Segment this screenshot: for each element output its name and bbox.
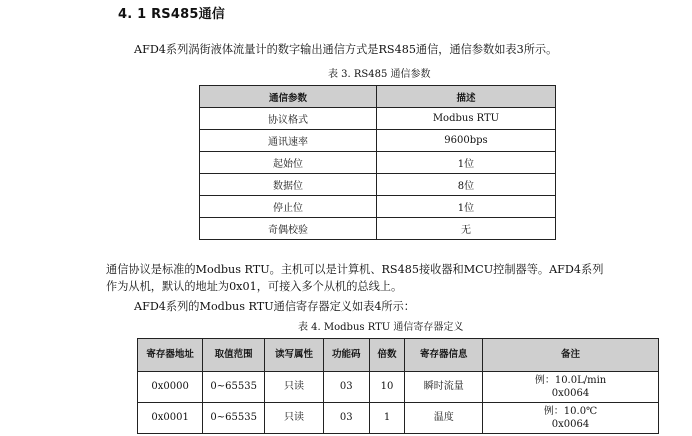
note-hex: 0x0064 xyxy=(551,388,590,399)
protocol-paragraph-line1: 通信协议是标准的Modbus RTU。主机可以是计算机、RS485接收器和MCU控制器等。AFD4系列 xyxy=(106,263,604,276)
register-info-cell: 温度 xyxy=(405,403,483,434)
register-info-cell: 瞬时流量 xyxy=(405,372,483,403)
column-header: 取值范围 xyxy=(203,339,265,372)
table-row xyxy=(138,372,659,403)
value-range-cell: 0~65535 xyxy=(203,372,265,403)
note-cell xyxy=(483,403,659,434)
modbus-register-table xyxy=(137,338,659,434)
param-value-cell: 无 xyxy=(376,218,555,240)
intro-paragraph: AFD4系列涡街液体流量计的数字输出通信方式是RS485通信，通信参数如表3所示。 xyxy=(134,43,558,56)
access-cell: 只读 xyxy=(265,372,324,403)
param-name-cell: 数据位 xyxy=(200,174,377,196)
table-header-row xyxy=(200,86,556,108)
column-header: 寄存器地址 xyxy=(138,339,203,372)
note-example: 例：10.0℃ xyxy=(543,406,598,417)
param-value-cell: Modbus RTU xyxy=(376,108,555,130)
param-value-cell: 1位 xyxy=(376,196,555,218)
column-header: 功能码 xyxy=(323,339,369,372)
table-row xyxy=(200,130,556,152)
table3-caption: 表 3. RS485 通信参数 xyxy=(328,69,431,80)
multiplier-cell: 1 xyxy=(369,403,405,434)
param-value-cell: 8位 xyxy=(376,174,555,196)
table4-caption: 表 4. Modbus RTU 通信寄存器定义 xyxy=(298,322,464,333)
column-header: 描述 xyxy=(376,86,555,108)
function-code-cell: 03 xyxy=(323,403,369,434)
function-code-cell: 03 xyxy=(323,372,369,403)
param-value-cell: 9600bps xyxy=(376,130,555,152)
column-header: 倍数 xyxy=(369,339,405,372)
table-row xyxy=(200,196,556,218)
param-value-cell: 1位 xyxy=(376,152,555,174)
column-header: 寄存器信息 xyxy=(405,339,483,372)
param-name-cell: 协议格式 xyxy=(200,108,377,130)
column-header: 通信参数 xyxy=(200,86,377,108)
section-title: 4. 1 RS485通信 xyxy=(118,7,225,22)
param-name-cell: 起始位 xyxy=(200,152,377,174)
protocol-paragraph-line2: 作为从机，默认的地址为0x01，可接入多个从机的总线上。 xyxy=(106,280,403,293)
register-intro-paragraph: AFD4系列的Modbus RTU通信寄存器定义如表4所示： xyxy=(134,300,415,313)
table-row xyxy=(200,218,556,240)
register-address-cell: 0x0001 xyxy=(138,403,203,434)
value-range-cell: 0~65535 xyxy=(203,403,265,434)
rs485-params-table xyxy=(199,85,556,240)
column-header: 备注 xyxy=(483,339,659,372)
note-hex: 0x0064 xyxy=(551,419,590,430)
column-header: 读写属性 xyxy=(265,339,324,372)
table-header-row xyxy=(138,339,659,372)
param-name-cell: 奇偶校验 xyxy=(200,218,377,240)
note-example: 例：10.0L/min xyxy=(534,375,607,386)
multiplier-cell: 10 xyxy=(369,372,405,403)
register-address-cell: 0x0000 xyxy=(138,372,203,403)
table-row xyxy=(200,174,556,196)
table-row xyxy=(138,403,659,434)
param-name-cell: 停止位 xyxy=(200,196,377,218)
table-row xyxy=(200,152,556,174)
note-cell xyxy=(483,372,659,403)
access-cell: 只读 xyxy=(265,403,324,434)
table-row xyxy=(200,108,556,130)
param-name-cell: 通讯速率 xyxy=(200,130,377,152)
